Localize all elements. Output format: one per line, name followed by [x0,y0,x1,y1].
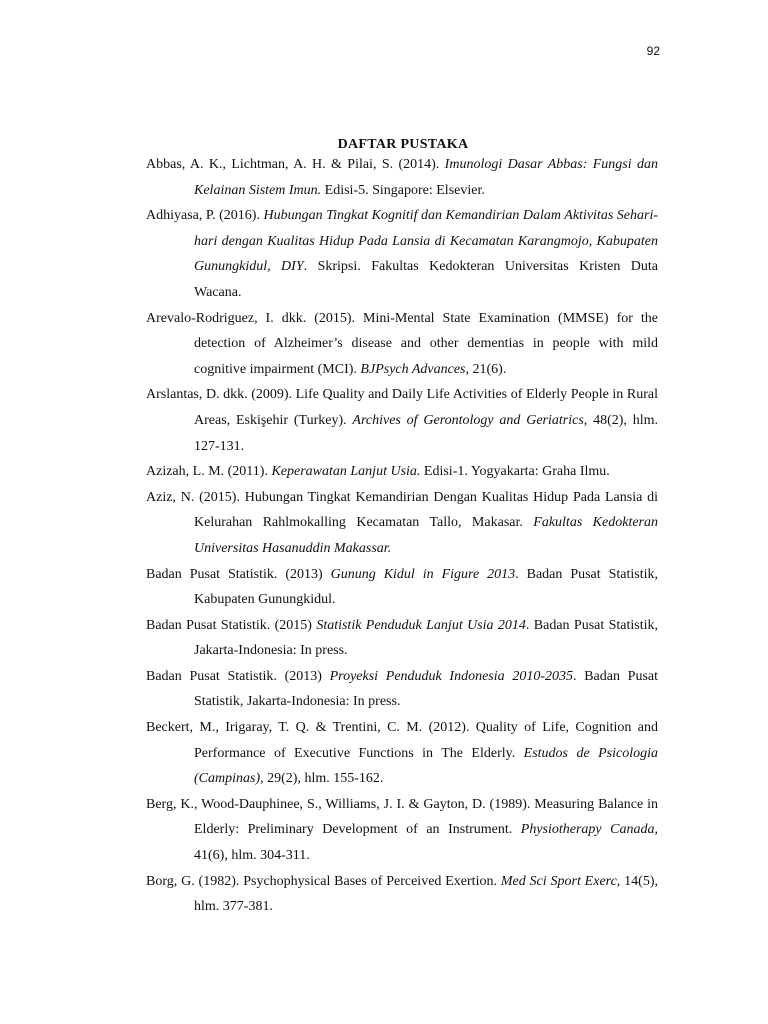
reference-item [146,792,658,869]
reference-text: Arslantas, D. dkk. (2009). Life Quality and Daily Life Activities of Elderly People in Rural Areas, Eskişehir (Turkey). [146,387,658,428]
reference-item [146,715,658,792]
reference-text: Beckert, M., Irigaray, T. Q. & Trentini, C. M. (2012). Quality of Life, Cognition and Performance of Executive Functions in The Elderly. [146,720,658,761]
reference-text: Abbas, A. K., Lichtman, A. H. & Pilai, S. (2014). [146,157,445,172]
reference-item [146,562,658,613]
reference-text: . Badan Pusat Statistik, Kabupaten Gunungkidul. [194,566,659,608]
reference-title: Archives of Gerontology and Geriatrics, [352,412,588,428]
reference-item [146,664,658,715]
reference-title: Proyeksi Penduduk Indonesia 2010-2035 [329,668,574,684]
reference-text: Adhiyasa, P. (2016). [146,208,264,224]
reference-title: BJPsych Advances, [360,361,470,377]
reference-text: Edisi-1. Yogyakarta: Graha Ilmu. [420,464,610,480]
reference-text: 48(2), hlm. 127-131. [194,412,658,454]
reference-text: Badan Pusat Statistik. (2015) [146,617,317,633]
reference-item [146,459,658,485]
reference-text: Azizah, L. M. (2011). [146,464,272,480]
reference-item [146,485,658,562]
reference-title: Estudos de Psicologia (Campinas), [194,745,658,787]
reference-text: Edisi-5. Singapore: Elsevier. [321,182,485,198]
reference-title: Med Sci Sport Exerc, [500,873,621,889]
reference-item [146,306,658,383]
reference-title: Statistik Penduduk Lanjut Usia 2014 [316,617,526,633]
reference-list [146,152,658,920]
reference-title: Hubungan Tingkat Kognitif dan Kemandirian Dalam Aktivitas Sehari-hari dengan Kualitas Hidup Pada Lansia di Kecamatan Karangmojo, Kabupaten Gunungkidul, DIY [194,208,658,275]
reference-item [146,203,658,305]
reference-text: Berg, K., Wood-Dauphinee, S., Williams, J. I. & Gayton, D. (1989). Measuring Balance in Elderly: Preliminary Development of an Instrument. [146,796,658,838]
reference-text: . Badan Pusat Statistik, Jakarta-Indonesia: In press. [194,668,659,710]
reference-title: Physiotherapy Canada, [520,822,658,838]
reference-text: 21(6). [469,361,507,377]
reference-text: Badan Pusat Statistik. (2013) [146,668,330,684]
reference-text: . Skripsi. Fakultas Kedokteran Universitas Kristen Duta Wacana. [194,259,658,300]
reference-title: Imunologi Dasar Abbas: Fungsi dan Kelainan Sistem Imun. [194,157,658,198]
reference-text: . Badan Pusat Statistik, Jakarta-Indonesia: In press. [194,617,659,659]
reference-title: Gunung Kidul in Figure 2013 [330,566,516,582]
reference-text: 41(6), hlm. 304-311. [194,848,310,864]
page-number: 92 [646,44,660,58]
reference-item [146,613,658,664]
reference-item [146,382,658,459]
reference-item [146,869,658,920]
reference-title: Keperawatan Lanjut Usia. [271,464,421,480]
reference-text: 29(2), hlm. 155-162. [263,771,384,787]
reference-text: Borg, G. (1982). Psychophysical Bases of Perceived Exertion. [146,873,501,889]
page-title: DAFTAR PUSTAKA [337,137,469,152]
reference-text: Arevalo-Rodriguez, I. dkk. (2015). Mini-Mental State Examination (MMSE) for the detection of Alzheimer’s disease and other dementias in people with mild cognitive impairment (MCI). [146,310,658,377]
reference-text: Aziz, N. (2015). Hubungan Tingkat Kemandirian Dengan Kualitas Hidup Pada Lansia di Kelurahan Rahlmokalling Kecamatan Tallo, Makasar. [146,489,658,531]
reference-title: Fakultas Kedokteran Universitas Hasanuddin Makassar. [194,515,659,556]
reference-item [146,152,658,203]
reference-text: Badan Pusat Statistik. (2013) [146,566,331,582]
reference-text: 14(5), hlm. 377-381. [194,873,658,915]
